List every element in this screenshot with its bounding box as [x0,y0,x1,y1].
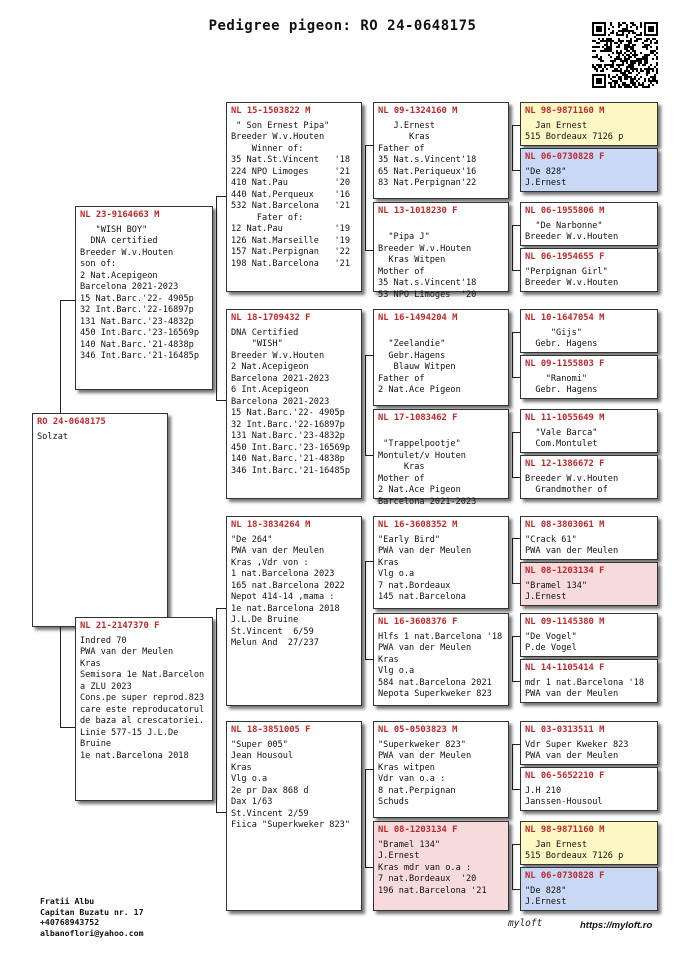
connector-line [512,583,520,584]
ring-number: NL 08-1203134 F [378,825,458,835]
ring-number: NL 11-1055649 M [525,413,605,423]
connector-line [365,145,373,146]
connector-line [365,769,366,867]
pigeon-details: Hlfs 1 nat.Barcelona '18 PWA van der Meulen Kras Vlg o.a 584 nat.Barcelona 2021 Nepota Superkweker 823 [378,631,503,699]
pigeon-details: "Pipa J" Breeder W.v.Houten Kras Witpen Mother of 35 Nat.s.Vincent'18 53 NPO Limoges '20 [378,232,477,300]
great-great-grandparent-card[interactable] [520,102,658,146]
great-great-grandparent-card[interactable] [520,202,658,246]
great-grandparent-card[interactable] [373,821,509,911]
myloft-url[interactable]: https://myloft.ro [580,920,653,931]
ring-number: NL 21-2147370 F [80,621,160,631]
ring-number: NL 16-1494204 M [378,313,458,323]
breeder-contact [40,896,144,938]
connector-line [365,561,366,659]
pigeon-details: " Son Ernest Pipa" Breeder W.v.Houten Winner of: 35 Nat.St.Vincent '18 224 NPO Limoges '21 410 Nat.Pau '20 440 Nat.Perqueux '16 532 Nat.Barcelona '21 Fater of: 12 Nat.Pau '19 126 Nat.Marseille '19 157 Nat.Perpignan '22 198 Nat.Barcelona '21 [231,120,350,269]
ring-number: NL 15-1503822 M [231,106,311,116]
page-title: Pedigree pigeon: RO 24-0648175 [208,18,477,34]
connector-line [512,681,520,682]
great-great-grandparent-card[interactable] [520,821,658,865]
ring-number: NL 09-1155803 F [525,359,605,369]
pigeon-details: J.Ernest Kras Father of 35 Nat.s.Vincent'18 65 Nat.Periqueux'16 83 Nat.Perpignan'22 [378,120,477,188]
sire-card[interactable] [75,206,213,390]
ring-number: NL 18-3834264 M [231,520,311,530]
great-great-grandparent-card[interactable] [520,455,658,499]
connector-line [512,225,520,226]
connector-line [512,744,513,789]
pigeon-details: "Vale Barca" Com.Montulet [535,427,598,449]
pigeon-details: "De 264" PWA van der Meulen Kras ,Vdr von : 1 nat.Barcelona 2023 165 nat.Barcelona 2022 Nepot 414-14 ,mama : 1e nat.Barcelona 2018 J.L.De Bruine St.Vincent 6/59 Melun And 27/237 [231,534,345,648]
pigeon-details: "WISH BOY" DNA certified Breeder W.v.Houten son of: 2 Nat.Acepigeon Barcelona 2021-2023 15 Nat.Barc.'22- 4905p 32 Int.Barc.'22-16897p 131 Nat.Barc.'23-4832p 450 Int.Barc.'23-16569p 140 Nat.Barc.'21-4838p 346 Int.Barc.'21-16485p [80,224,199,361]
ring-number: NL 09-1324160 M [378,106,458,116]
qr-code-icon [592,22,658,88]
dam-card[interactable] [75,617,213,801]
connector-line [512,844,520,845]
great-great-grandparent-card[interactable] [520,355,658,399]
great-great-grandparent-card[interactable] [520,659,658,703]
ring-number: NL 12-1386672 F [525,459,605,469]
connector-line [365,355,373,356]
grandparent-card[interactable] [226,102,362,292]
connector-line [216,196,217,400]
pigeon-details: "Trappelpootje" Montulet/v Houten Kras Mother of 2 Nat.Ace Pigeon Barcelona 2021-2023 [378,439,477,507]
pigeon-details: Vdr Super Kweker 823 PWA van der Meulen [525,739,629,761]
ring-number: NL 10-1647054 M [525,313,605,323]
great-grandparent-card[interactable] [373,309,509,406]
connector-line [512,789,520,790]
great-grandparent-card[interactable] [373,721,509,818]
grandparent-card[interactable] [226,721,362,911]
connector-line [512,125,513,170]
connector-line [512,636,513,681]
connector-line [512,477,520,478]
great-great-grandparent-card[interactable] [520,309,658,353]
great-great-grandparent-card[interactable] [520,516,658,560]
ring-number: NL 06-0730828 F [525,152,605,162]
pigeon-details: Indred 70 PWA van der Meulen Kras Semisora 1e Nat.Barcelon a ZLU 2023 Cons.pe super reprod.823 care este reproducatorul de baza al crescatoriei. Linie 577-15 J.L.De Bruine 1e nat.Barcelona 2018 [80,635,205,761]
pigeon-details: "Ranomi" Gebr. Hagens [535,373,598,395]
pigeon-details: Breeder W.v.Houten Grandmother of [525,473,619,495]
ring-number: NL 06-1954655 F [525,252,605,262]
connector-line [365,561,373,562]
connector-line [512,744,520,745]
pigeon-details: DNA Certified "WISH" Breeder W.v.Houten 2 Nat.Acepigeon Barcelona 2021-2023 6 Int.Acepigeon Barcelona 2021-2023 15 Nat.Barc.'22- 4905p 32 Int.Barc.'22-16897p 131 Nat.Barc.'23-4832p 450 Int.Barc.'23-16569p 140 Nat.Barc.'21-4838p 346 Int.Barc.'21-16485p [231,327,350,476]
great-grandparent-card[interactable] [373,202,509,300]
ring-number: RO 24-0648175 [37,417,106,427]
pigeon-details: "Bramel 134" J.Ernest [525,580,588,602]
great-grandparent-card[interactable] [373,613,509,706]
ring-number: NL 23-9164663 M [80,210,160,220]
great-great-grandparent-card[interactable] [520,613,658,657]
connector-line [512,636,520,637]
ring-number: NL 03-0313511 M [525,725,605,735]
pigeon-details: "Bramel 134" J.Ernest Kras mdr van o.a : 7 nat.Bordeaux '20 196 nat.Barcelona '21 [378,839,487,896]
connector-line [512,270,520,271]
grandparent-card[interactable] [226,309,362,499]
connector-line [365,769,373,770]
great-grandparent-card[interactable] [373,409,509,507]
ring-number: NL 06-5652210 F [525,771,605,781]
connector-line [365,145,366,250]
connector-line [512,170,520,171]
connector-line [512,538,520,539]
ring-number: NL 09-1145380 M [525,617,605,627]
ring-number: NL 13-1018230 F [378,206,458,216]
pigeon-details: "Early Bird" PWA van der Meulen Kras Vlg o.a 7 nat.Bordeaux 145 nat.Barcelona [378,534,472,602]
great-grandparent-card[interactable] [373,102,509,199]
connector-line [512,844,513,889]
breeder-email: albanoflori@yahoo.com [40,927,144,938]
pigeon-details: "Gijs" Gebr. Hagens [535,327,598,349]
pigeon-details: "De 828" J.Ernest [525,885,567,907]
ring-number: NL 16-3608376 F [378,617,458,627]
pigeon-details: "Perpignan Girl" Breeder W.v.Houten [525,266,619,288]
pigeon-details: mdr 1 nat.Barcelona '18 PWA van der Meulen [525,677,644,699]
connector-line [60,300,75,301]
great-great-grandparent-card[interactable] [520,767,658,811]
great-great-grandparent-card[interactable] [520,721,658,765]
great-great-grandparent-card[interactable] [520,248,658,292]
great-great-grandparent-card[interactable] [520,562,658,606]
pigeon-details: Jan Ernest 515 Bordeaux 7126 p [525,839,624,861]
connector-line [512,125,520,126]
ring-number: NL 17-1083462 F [378,413,458,423]
connector-line [512,538,513,583]
pigeon-details: Jan Ernest 515 Bordeaux 7126 p [525,120,624,142]
ring-number: NL 98-9871160 M [525,106,605,116]
connector-line [216,608,217,812]
ring-number: NL 18-3851005 F [231,725,311,735]
connector-line [365,867,373,868]
connector-line [60,300,61,413]
ring-number: NL 16-3608352 M [378,520,458,530]
ring-number: NL 06-0730828 F [525,871,605,881]
connector-line [512,332,513,377]
ring-number: NL 08-3803061 M [525,520,605,530]
connector-line [512,332,520,333]
subject-pigeon-card[interactable] [32,413,168,627]
pigeon-details: "De Vogel" P.de Vogel [525,631,577,653]
ring-number: NL 14-1105414 F [525,663,605,673]
great-grandparent-card[interactable] [373,516,509,609]
great-great-grandparent-card[interactable] [520,867,658,911]
ring-number: NL 98-9871160 M [525,825,605,835]
connector-line [512,377,520,378]
connector-line [365,355,366,455]
breeder-name: Fratii Albu [40,896,95,906]
connector-line [365,455,373,456]
connector-line [60,727,75,728]
breeder-address: Capitan Buzatu nr. 17 [40,906,144,917]
connector-line [512,225,513,270]
ring-number: NL 05-0503823 M [378,725,458,735]
connector-line [365,250,373,251]
connector-line [216,812,226,813]
ring-number: NL 06-1955806 M [525,206,605,216]
pigeon-details: Solzat [37,431,69,442]
ring-number: NL 18-1709432 F [231,313,311,323]
ring-number: NL 08-1203134 F [525,566,605,576]
connector-line [365,659,373,660]
connector-line [60,627,61,727]
connector-line [216,196,226,197]
great-great-grandparent-card[interactable] [520,148,658,192]
connector-line [512,432,520,433]
pigeon-details: "Crack 61" PWA van der Meulen [525,534,619,556]
pigeon-details: "De 828" J.Ernest [525,166,567,188]
breeder-phone: +40768943752 [40,917,100,927]
pigeon-details: "Zeelandie" Gebr.Hagens Blauw Witpen Father of 2 Nat.Ace Pigeon [378,339,461,395]
pigeon-details: "De Narbonne" Breeder W.v.Houten [525,220,619,242]
connector-line [512,432,513,477]
connector-line [216,608,226,609]
connector-line [512,889,520,890]
myloft-logo: myloft [508,918,543,929]
connector-line [216,400,226,401]
grandparent-card[interactable] [226,516,362,706]
pigeon-details: "Super 005" Jean Housoul Kras Vlg o.a 2e pr Dax 868 d Dax 1/63 St.Vincent 2/59 Fiica "Superkweker 823" [231,739,350,830]
great-great-grandparent-card[interactable] [520,409,658,453]
pigeon-details: "Superkweker 823" PWA van der Meulen Kras witpen Vdr van o.a : 8 nat.Perpignan Schuds [378,739,472,807]
pigeon-details: J.H 210 Janssen-Housoul [525,785,603,807]
